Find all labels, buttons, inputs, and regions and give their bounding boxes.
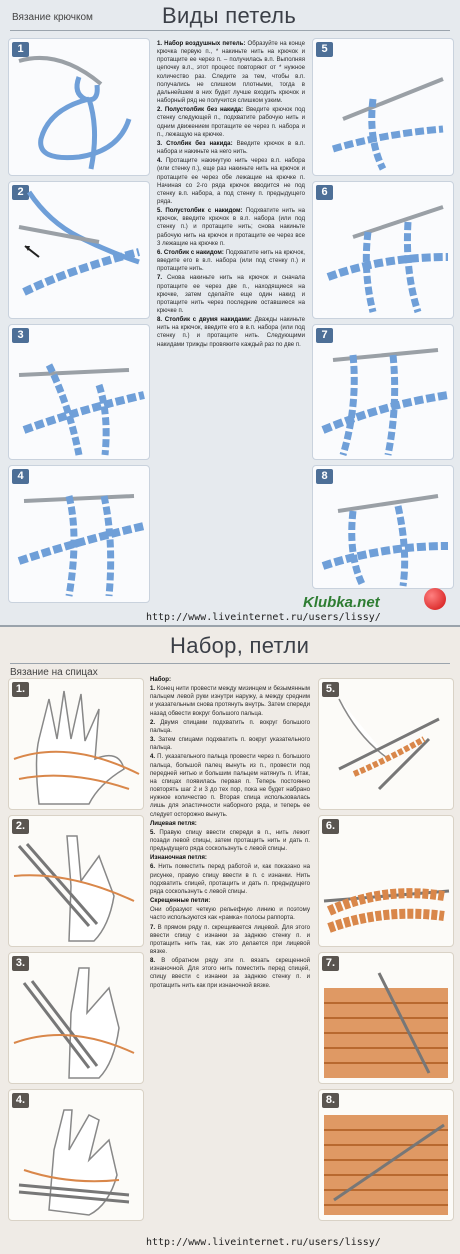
step-badge: 7 (316, 328, 333, 343)
title-rule (10, 30, 450, 31)
step-paragraph: 3. Столбик без накида: Введите крючок в в.п. набора и накиньте на него нить. (157, 139, 305, 156)
illustration-step-6 (318, 815, 454, 947)
step-paragraph: 4. П. указательного пальца провести через п. большого пальца, большой палец вынуть из п., провести под передней нитью и большим пальцем натянуть п. Итак, на спицах появилась первая п. Теперь постоянно повторять шаг 2 и 3 до тех пор, пока не будет набрано нужное количество п. Вторая спица использовалась лишь для эластичности наборного ряда, и теперь ее следует осторожно вынуть. (150, 753, 310, 818)
watermark-url: http://www.liveinternet.ru/users/lissy/ (146, 612, 381, 623)
illustration-step-4 (8, 1089, 144, 1221)
knitted-fabric-illustration (319, 953, 453, 1083)
step-paragraph: Набор: (150, 676, 172, 683)
step-badge: 8 (316, 469, 333, 484)
illustration-step-8 (318, 1089, 454, 1221)
step-badge: 4. (12, 1093, 29, 1108)
stitch-rows-illustration (313, 39, 453, 175)
step-paragraph: 6. Столбик с накидом: Подхватите нить на крючок, введите его в в.п. набора (или под стенку п.) и протащите нить. (157, 248, 305, 273)
step-badge: 7. (322, 956, 339, 971)
illustration-step-4 (8, 465, 150, 603)
section-label: Вязание на спицах (10, 667, 98, 678)
step-badge: 6 (316, 185, 333, 200)
title-rule (10, 663, 450, 664)
step-badge: 8. (322, 1093, 339, 1108)
step-badge: 2 (12, 185, 29, 200)
illustration-step-7 (312, 324, 454, 460)
illustration-step-8 (312, 465, 454, 589)
step-paragraph: Лицевая петля: (150, 819, 197, 827)
step-paragraph: 8. В обратном ряду эти п. вязать скрещенной изнаночной. Для этого нить поместить перед спицей, спицу ввести с изнанки за заднюю стенку п. и протащить нить как при изнаночной вязке. (150, 957, 310, 989)
step-paragraph: 7. В прямом ряду п. скрещивается лицевой. Для этого ввести спицу с изнанки за заднюю стенку п. и протащить нить так, как это делается при лицевой вязке. (150, 923, 310, 955)
step-paragraph: 1. Конец нити провести между мизинцем и безымянным пальцем левой руки изнутри наружу, а между средним и указательным снова протянуть внутрь. Затем спереди назад обвести вокруг большого пальца. (150, 685, 310, 717)
site-logo: Klubka.net (303, 594, 380, 611)
step-paragraph: 4. Протащите накинутую нить через в.п. набора (или стенку п.), еще раз накиньте нить на крючок и протащите ее через обе лежащие на крючке п. Начиная со 2-го ряда крючок вводится не под стенку в.п. набора, а под стенку п. предыдущего ряда. (157, 157, 305, 205)
step-badge: 1 (12, 42, 29, 57)
step-paragraph: 3. Затем спицами подхватить п. вокруг указательного пальца. (150, 736, 310, 752)
step-badge: 3. (12, 956, 29, 971)
step-badge: 4 (12, 469, 29, 484)
stitch-rows-illustration (9, 466, 149, 602)
instructions-text (157, 40, 305, 560)
hook-chain-illustration (9, 182, 149, 318)
page-title: Набор, петли (170, 633, 310, 658)
illustration-step-5 (318, 678, 454, 810)
step-paragraph: 2. Полустолбик без накида: Введите крючок под стенку следующей п., подхватите рабочую нить и одним движением протащите ее через п. набора и п., лежащую на крючке. (157, 106, 305, 138)
illustration-step-5 (312, 38, 454, 176)
step-badge: 2. (12, 819, 29, 834)
illustration-step-1 (8, 38, 150, 176)
illustration-step-2 (8, 181, 150, 319)
knitted-fabric-illustration (319, 1090, 453, 1220)
step-badge: 3 (12, 328, 29, 343)
step-paragraph: Скрещенные петли: (150, 897, 211, 905)
stitch-rows-illustration (313, 466, 453, 588)
crochet-page (0, 0, 460, 625)
step-paragraph: 5. Правую спицу ввести спереди в п., нить лежит позади левой спицы, затем протащить нить и дать п. предыдущего ряда соскользнуть с левой спицы. (150, 828, 310, 853)
step-paragraph: Изнаночная петля: (150, 854, 207, 862)
step-paragraph: 6. Нить поместить перед работой и, как показано на рисунке, правую спицу ввести в п. с изнанки. Нить подхватить спицей, протащить и дать п. предыдущего ряда соскользнуть с левой спицы. (150, 863, 310, 895)
illustration-step-3 (8, 324, 150, 460)
step-paragraph: 8. Столбик с двумя накидами: Дважды накиньте нить на крючок, введите его в в.п. набора (или под стенку п.) и протащите нить. Следующими накидами трижды провяжите каждый раз по две п. (157, 316, 305, 348)
step-badge: 5. (322, 682, 339, 697)
knitted-row-illustration (319, 816, 453, 946)
illustration-step-6 (312, 181, 454, 319)
hand-needles-illustration (9, 1090, 143, 1220)
hand-needles-illustration (9, 953, 143, 1083)
illustration-step-7 (318, 952, 454, 1084)
stitch-rows-illustration (9, 325, 149, 459)
step-paragraph: Они образуют четкую рельефную линию и поэтому часто используются как «рамка» полосы раппорта. (150, 906, 310, 922)
watermark-url: http://www.liveinternet.ru/users/lissy/ (146, 1237, 381, 1248)
section-label: Вязание крючком (12, 12, 93, 23)
knitting-page (0, 627, 460, 1254)
hand-yarn-illustration (9, 679, 143, 809)
step-paragraph: 7. Снова накиньте нить на крючок и сначала протащите ее через две п., находящиеся на крючке, затем сделайте еще один накид и протащите нить через последние оставшиеся на крючке п. (157, 274, 305, 314)
step-paragraph: 2. Двумя спицами подхватить п. вокруг большого пальца. (150, 718, 310, 734)
hook-yarn-illustration (9, 39, 149, 175)
step-badge: 5 (316, 42, 333, 57)
step-paragraph: 1. Набор воздушных петель: Образуйте на конце крючка первую п., * накиньте нить на крючок и протащите ее через п. – получилась в.п. Выполняя цепочку в.п., этот процесс повторяют от * нужное количество раз. Следите за тем, чтобы в.п. получались не слишком плотными, тогда в дальнейшем в них будет лучше входить крючок и наборный ряд не получится слишком узким. (157, 40, 305, 105)
yarn-ball-icon (424, 588, 446, 610)
hand-needles-illustration (9, 816, 143, 946)
step-badge: 1. (12, 682, 29, 697)
page-title: Виды петель (162, 3, 297, 28)
illustration-step-1 (8, 678, 144, 810)
step-badge: 6. (322, 819, 339, 834)
hands-knitting-illustration (319, 679, 453, 809)
stitch-rows-illustration (313, 325, 453, 459)
illustration-step-2 (8, 815, 144, 947)
step-paragraph: 5. Полустолбик с накидом: Подхватите нить на крючок, введите крючок в в.п. набора (или под стенку п.) и протащите нить; снова накиньте рабочую нить на крючок и протащите ее через все 3 лежащие на крючке п. (157, 207, 305, 247)
stitch-rows-illustration (313, 182, 453, 318)
illustration-step-3 (8, 952, 144, 1084)
instructions-text (150, 676, 310, 1236)
